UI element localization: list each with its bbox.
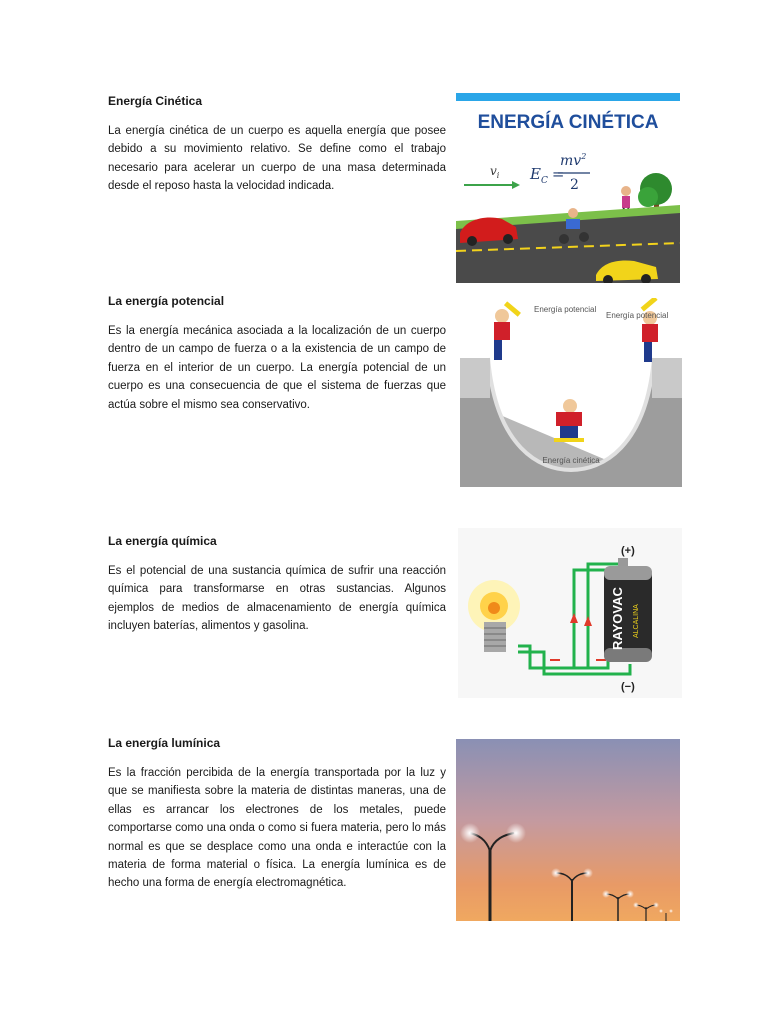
section-heading: La energía lumínica [108,736,221,750]
section-body: Es la energía mecánica asociada a la localización de un cuerpo dentro de un campo de fuerza o a la existencia de un campo de fuerza en el interior de un cuerpo. La energía potencial de un cuerpo es una consecuencia de que el sistema de fuerzas que actúa sobre el mismo sea conservativo. [108,325,446,411]
section-heading: La energía química [108,534,217,548]
section-heading: La energía potencial [108,294,225,308]
sky-bar [456,93,680,101]
bulb-base [484,622,506,652]
section-body: Es el potencial de una sustancia química de sufrir una reacción química para transformarse en otras sustancias. Algunos ejemplos de medios de almacenamiento de energía química incluyen baterías, alimentos y gasolina. [108,565,446,633]
kinetic-title: ENERGÍA CINÉTICA [477,112,659,133]
section-body: La energía cinética de un cuerpo es aquella energía que posee debido a su movimiento relativo. Se define como el trabajo necesario para acelerar un cuerpo de una masa determinada desde el reposo hasta la velocidad indicada. [108,125,446,193]
svg-text:(−): (−) [621,681,635,693]
kinetic-energy-illustration [456,93,680,283]
potential-energy-illustration [460,298,682,487]
svg-text:(+): (+) [621,545,635,557]
section-chemical [108,534,446,636]
svg-text:Energía potencial: Energía potencial [534,305,597,314]
light-energy-photo [456,739,680,921]
svg-text:ALCALINA: ALCALINA [633,604,640,638]
section-body: Es la fracción percibida de la energía transportada por la luz y que se manifiesta sobre la materia de distintas maneras, una de ellas es arrancar los electrones de los metales, puede comportarse como una onda o como si fuera materia, pero lo más normal es que se desplace como una onda e interactúe con la materia de forma material o física. La energía lumínica es de hecho una forma de energía electromagnética. [108,767,446,890]
svg-text:mv2: $mv^2$ [560,152,587,169]
section-light [108,736,446,893]
svg-text:2: 2 [570,177,579,193]
svg-text:Energía potencial: Energía potencial [606,311,669,320]
section-heading: Energía Cinética [108,94,203,108]
formula: $E_C$ = [530,165,565,186]
svg-text:vi: $v_i$ [490,164,500,180]
section-potential [108,294,446,414]
chemical-energy-illustration [458,528,682,698]
svg-text:Energía cinética: Energía cinética [542,456,600,465]
section-kinetic [108,94,446,196]
svg-text:RAYOVAC: RAYOVAC [610,587,625,650]
